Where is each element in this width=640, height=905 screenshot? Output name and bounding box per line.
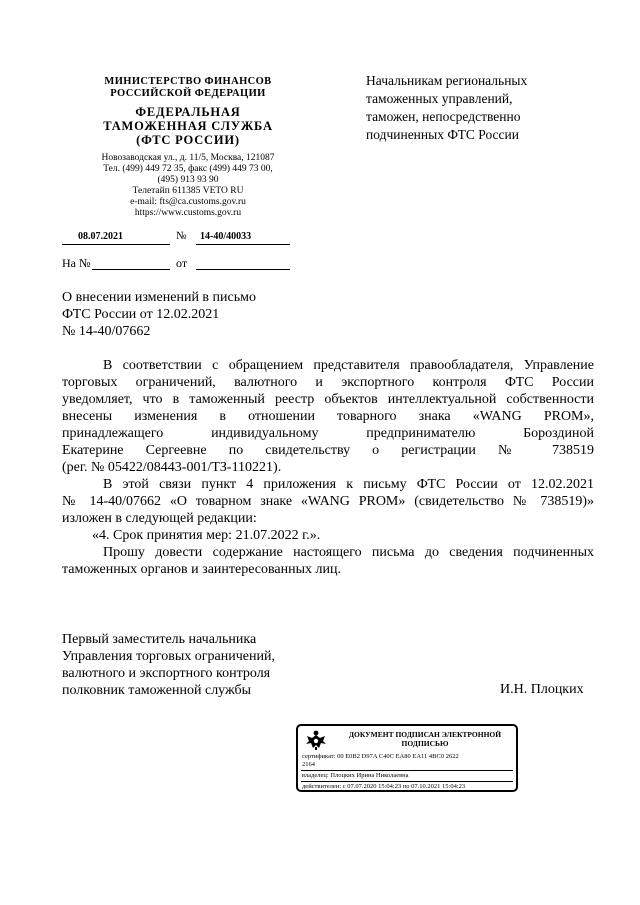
addressee-line: подчиненных ФТС России <box>366 127 519 142</box>
addressee-line: Начальникам региональных <box>366 73 528 88</box>
stamp-separator <box>301 770 513 771</box>
service-name-line-1: ФЕДЕРАЛЬНАЯ <box>135 105 241 119</box>
body-paragraph-4-line: Прошу довести содержание настоящего письма до сведения подчиненных <box>103 545 594 560</box>
body-paragraph-2-line: изложен в следующей редакции: <box>62 511 257 526</box>
service-name-line-3: (ФТС РОССИИ) <box>136 133 240 147</box>
reply-to-underline <box>92 269 170 270</box>
certificate-line-cont: 2164 <box>302 761 315 768</box>
ministry-name-line-2: РОССИЙСКОЙ ФЕДЕРАЦИИ <box>110 88 266 99</box>
body-paragraph-1-line: принадлежащего индивидуальному предпринимателю Бороздиной <box>62 426 594 441</box>
emblem-icon <box>303 729 329 751</box>
stamp-title-line-2: ПОДПИСЬЮ <box>401 739 449 748</box>
email-line: e-mail: fts@ca.customs.gov.ru <box>130 197 246 207</box>
certificate-line: сертификат: 00 E0B2 D97A C40C EA80 EA11 4BC0 2622 <box>302 753 459 760</box>
from-label: от <box>176 256 188 270</box>
ministry-name-line-1: МИНИСТЕРСТВО ФИНАНСОВ <box>104 76 272 87</box>
service-name-line-2: ТАМОЖЕННАЯ СЛУЖБА <box>103 119 273 133</box>
body-paragraph-1-line: (рег. № 05422/08443-001/ТЗ-110221). <box>62 460 282 475</box>
body-paragraph-1-line: торговых ограничений, валютного и экспортного контроля ФТС России <box>62 375 594 390</box>
addressee-line: таможен, непосредственно <box>366 109 521 124</box>
body-paragraph-2-line: В этой связи пункт 4 приложения к письму ФТС России от 12.02.2021 <box>103 477 594 492</box>
stamp-title-line-1: ДОКУМЕНТ ПОДПИСАН ЭЛЕКТРОННОЙ <box>348 730 502 739</box>
number-underline <box>196 244 290 245</box>
body-paragraph-3: «4. Срок принятия мер: 21.07.2022 г.». <box>92 528 321 543</box>
teletype-line: Телетайп 611385 VETO RU <box>132 186 244 196</box>
signer-position-line: Первый заместитель начальника <box>62 632 257 647</box>
owner-line: владелец: Плоцких Ирина Николаевна <box>302 772 409 779</box>
phone-line: Тел. (499) 449 72 35, факс (499) 449 73 00, <box>103 164 273 174</box>
signer-position-line: полковник таможенной службы <box>62 683 252 698</box>
body-paragraph-4-line: таможенных органов и заинтересованных лиц. <box>62 562 341 577</box>
from-underline <box>196 269 290 270</box>
stamp-title <box>336 730 514 748</box>
address-line: Новозаводская ул., д. 11/5, Москва, 121087 <box>101 153 275 163</box>
body-paragraph-1-line: уведомляет, что в таможенный реестр объектов интеллектуальной собственности <box>62 392 594 407</box>
e-signature-stamp <box>296 724 518 792</box>
date-underline <box>62 244 170 245</box>
signer-position-line: Управления торговых ограничений, <box>62 649 275 664</box>
reply-to-label: На № <box>62 256 91 270</box>
subject-line: № 14-40/07662 <box>62 324 151 339</box>
subject-line: ФТС России от 12.02.2021 <box>62 307 220 322</box>
stamp-separator <box>301 781 513 782</box>
signer-name: И.Н. Плоцких <box>500 682 584 697</box>
validity-line: действителен: с 07.07.2020 15:04:23 по 07.10.2021 15:04:23 <box>302 783 466 790</box>
body-paragraph-1-line: внесены изменения в отношении товарного знака «WANG PROM», <box>62 409 594 424</box>
number-sign: № <box>176 230 187 242</box>
body-paragraph-1-line: В соответствии с обращением представителя правообладателя, Управление <box>103 358 594 373</box>
signer-position-line: валютного и экспортного контроля <box>62 666 271 681</box>
outgoing-date: 08.07.2021 <box>78 231 123 242</box>
phone-line-2: (495) 913 93 90 <box>157 175 219 185</box>
body-paragraph-2-line: № 14-40/07662 «О товарном знаке «WANG PROM» (свидетельство № 738519)» <box>62 494 594 509</box>
subject-line: О внесении изменений в письмо <box>62 290 256 305</box>
outgoing-number: 14-40/40033 <box>200 231 252 242</box>
website-line: https://www.customs.gov.ru <box>134 208 242 218</box>
body-paragraph-1-line: Екатерине Сергеевне по свидетельству о регистрации № 738519 <box>62 443 594 458</box>
addressee-line: таможенных управлений, <box>366 91 513 106</box>
